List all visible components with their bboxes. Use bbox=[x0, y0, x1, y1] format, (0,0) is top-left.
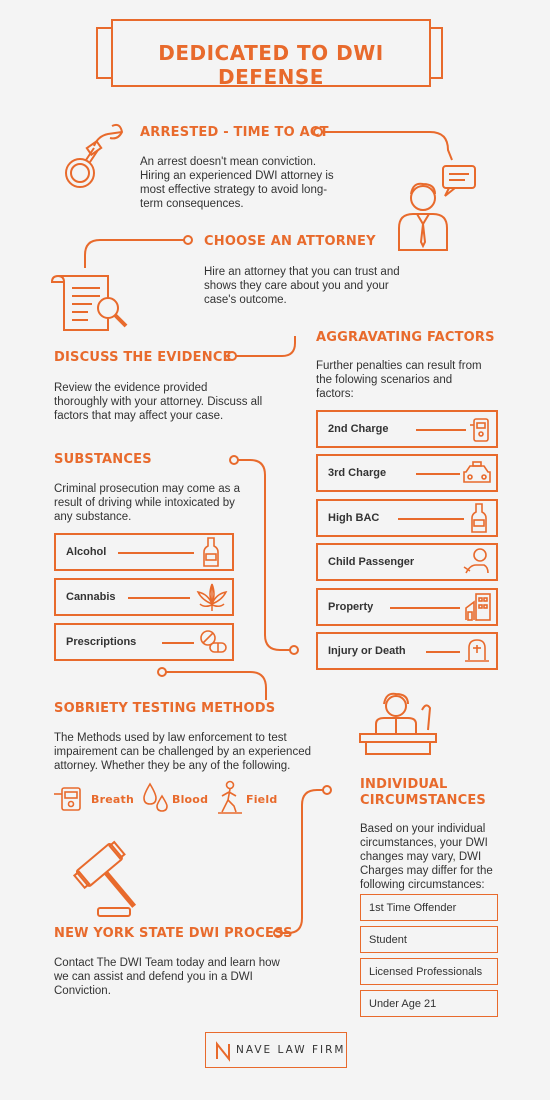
bottle-icon bbox=[470, 502, 488, 534]
choose-heading: CHOOSE AN ATTORNEY bbox=[204, 234, 376, 249]
aggravating-item-label: Injury or Death bbox=[328, 645, 406, 657]
breathalyzer-icon bbox=[52, 784, 86, 812]
blood-drops-icon bbox=[140, 782, 170, 814]
aggravating-item-label: Property bbox=[328, 601, 374, 613]
individual-text: Based on your individual circumstances, your DWI changes may vary, DWI Charges may differ for the following circumstances: bbox=[360, 823, 493, 891]
aggravating-item-injury-or-death bbox=[316, 632, 498, 670]
aggravating-item-3rd-charge bbox=[316, 454, 498, 492]
substance-item-label: Alcohol bbox=[66, 546, 107, 558]
aggravating-item-high-bac bbox=[316, 499, 498, 537]
judge-icon bbox=[358, 690, 448, 756]
breathalyzer-icon bbox=[468, 415, 494, 443]
aggravating-item-label: 2nd Charge bbox=[328, 423, 389, 435]
aggravating-item-label: Child Passenger bbox=[328, 556, 415, 568]
arrested-text: An arrest doesn't mean conviction. Hiring an experienced DWI attorney is most effective strategy to avoid long-term consequences. bbox=[140, 156, 334, 210]
page-title: DEDICATED TO DWI DEFENSE bbox=[158, 41, 384, 89]
footer-logo bbox=[205, 1032, 347, 1068]
choose-text: Hire an attorney that you can trust and shows they care about you and your case's outcome. bbox=[204, 266, 400, 306]
walking-person-icon bbox=[216, 780, 244, 814]
aggravating-heading: AGGRAVATING FACTORS bbox=[316, 330, 495, 345]
arrested-heading: ARRESTED - TIME TO ACT bbox=[140, 125, 329, 140]
substances-text: Criminal prosecution may come as a result of driving while intoxicated by any substance. bbox=[54, 483, 240, 523]
evidence-heading: DISCUSS THE EVIDENCE bbox=[54, 350, 232, 365]
method-blood: Blood bbox=[172, 793, 209, 806]
circumstance-item: Student bbox=[360, 926, 498, 953]
police-car-icon bbox=[462, 460, 492, 486]
attorney-person-icon bbox=[395, 162, 485, 254]
sobriety-heading: SOBRIETY TESTING METHODS bbox=[54, 701, 276, 716]
method-breath: Breath bbox=[91, 793, 134, 806]
individual-heading-line1: INDIVIDUAL bbox=[360, 777, 448, 792]
individual-heading-line2: CIRCUMSTANCES bbox=[360, 793, 486, 808]
aggravating-item-label: High BAC bbox=[328, 512, 380, 524]
wine-bottle-icon bbox=[202, 536, 220, 568]
sobriety-text: The Methods used by law enforcement to test impairement can be challenged by an experienced attorney. Whether they be any of the following. bbox=[54, 732, 311, 772]
nave-logo-icon bbox=[215, 1042, 231, 1060]
footer-logo-text: NAVE LAW FIRM bbox=[236, 1044, 346, 1056]
substance-item-cannabis bbox=[54, 578, 234, 616]
aggravating-item-label: 3rd Charge bbox=[328, 467, 387, 479]
substance-item-label: Cannabis bbox=[66, 591, 116, 603]
substance-item-alcohol bbox=[54, 533, 234, 571]
gavel-icon bbox=[62, 838, 148, 924]
aggravating-text: Further penalties can result from the folowing scenarios and factors: bbox=[316, 360, 482, 400]
process-text: Contact The DWI Team today and learn how we can assist and defend you in a DWI Conviction. bbox=[54, 957, 280, 997]
circumstance-item: Licensed Professionals bbox=[360, 958, 498, 985]
circumstance-item: Under Age 21 bbox=[360, 990, 498, 1017]
aggravating-item-property bbox=[316, 588, 498, 626]
child-icon bbox=[462, 547, 492, 577]
method-field: Field bbox=[246, 793, 278, 806]
building-icon bbox=[464, 592, 492, 622]
handcuffs-icon bbox=[60, 118, 130, 198]
aggravating-item-child-passenger bbox=[316, 543, 498, 581]
substance-item-prescriptions bbox=[54, 623, 234, 661]
tombstone-icon bbox=[464, 638, 490, 664]
aggravating-item-2nd-charge bbox=[316, 410, 498, 448]
evidence-text: Review the evidence provided thoroughly with your attorney. Discuss all factors that may affect your case. bbox=[54, 382, 263, 422]
cannabis-leaf-icon bbox=[196, 582, 228, 612]
substance-item-label: Prescriptions bbox=[66, 636, 137, 648]
circumstance-item: 1st Time Offender bbox=[360, 894, 498, 921]
pills-icon bbox=[198, 629, 228, 655]
process-heading: NEW YORK STATE DWI PROCESS bbox=[54, 926, 293, 941]
substances-heading: SUBSTANCES bbox=[54, 452, 152, 467]
document-search-icon bbox=[48, 272, 134, 336]
